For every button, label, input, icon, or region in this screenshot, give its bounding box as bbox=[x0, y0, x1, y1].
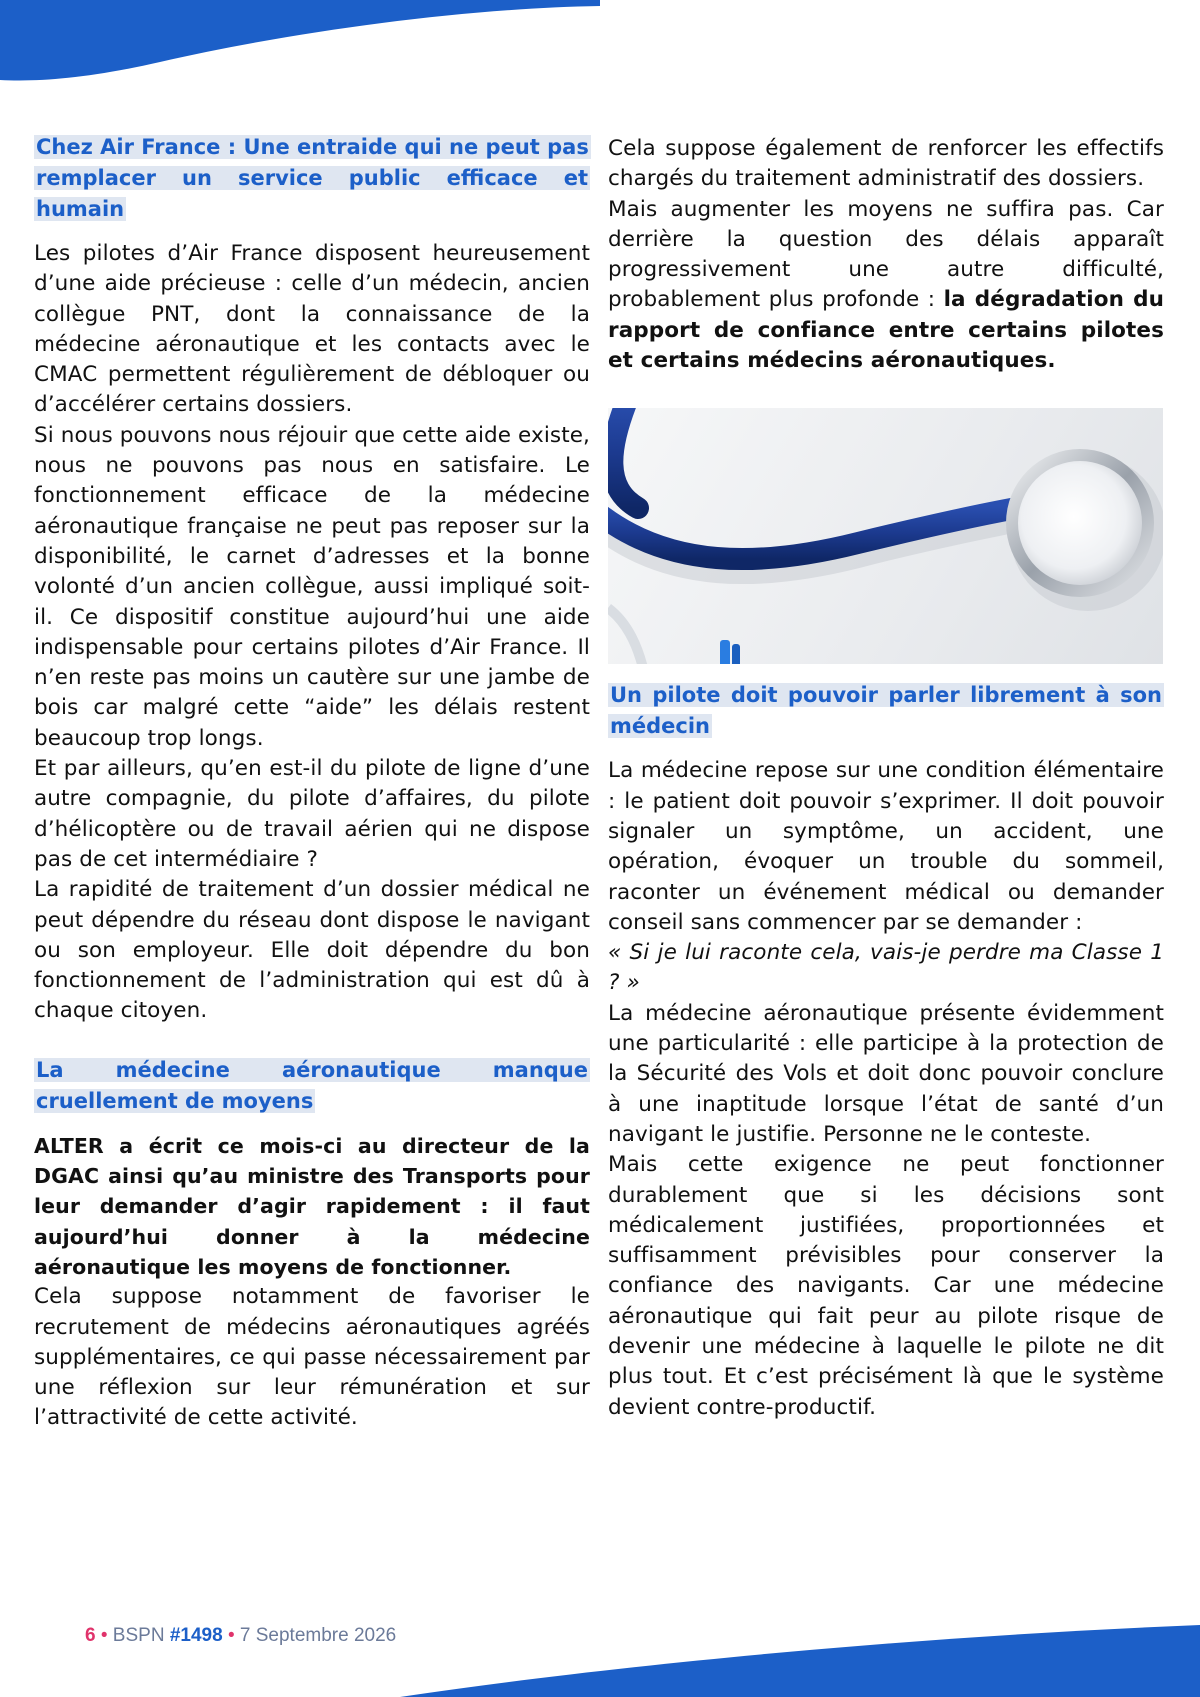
separator: • bbox=[227, 1625, 235, 1646]
paragraph: La médecine repose sur une condition élémentaire : le patient doit pouvoir s’exprimer. Il doit pouvoir signaler un symptôme, un accident, une opération, évoquer un trouble du sommeil, raconter un événement médical ou demander conseil sans commencer par se demander : bbox=[608, 758, 1164, 935]
right-column bbox=[608, 134, 1164, 1423]
emphasis-text: la dégradation du rapport de confiance entre certains pilotes et certains médecins aéronautiques. bbox=[608, 287, 1165, 374]
stethoscope-photo bbox=[608, 408, 1163, 664]
bottom-wave-decoration bbox=[400, 1607, 1200, 1697]
issue-number: #1498 bbox=[169, 1625, 223, 1646]
paragraph: La médecine aéronautique présente évidemment une particularité : elle participe à la protection de la Sécurité des Vols et doit donc pouvoir conclure à une inaptitude lorsque l’état de santé d’un navigant le justifie. Personne ne le conteste. bbox=[608, 1000, 1164, 1147]
paragraph-text: Mais augmenter les moyens ne suffira pas. Car derrière la question des délais apparaît progressivement une autre difficulté, probablement plus profonde : bbox=[608, 196, 1164, 313]
paragraph: Cela suppose également de renforcer les effectifs chargés du traitement administratif des dossiers. bbox=[608, 136, 1164, 192]
bold-paragraph: ALTER a écrit ce mois-ci au directeur de la DGAC ainsi qu’au ministre des Transports pour leur demander d’agir rapidement : il faut aujourd’hui donner à la médecine aéronautique les moyens de fonctionner. bbox=[34, 1133, 590, 1279]
paragraph: Si nous pouvons nous réjouir que cette aide existe, nous ne pouvons pas nous en satisfaire. Le fonctionnement efficace de la médecine aéronautique française ne peut pas reposer sur la disponibilité, le carnet d’adresses et la bonne volonté d’un ancien collègue, aussi impliqué soit-il. Ce dispositif constitue aujourd’hui une aide indispensable pour certains pilotes d’Air France. Il n’en reste pas moins un cautère sur une jambe de bois car malgré cette “aide” les délais restent beaucoup trop longs. bbox=[34, 422, 590, 751]
section-heading-pilote-medecin: Un pilote doit pouvoir parler librement à son médecin bbox=[610, 683, 1162, 739]
paragraph: Cela suppose notamment de favoriser le recrutement de médecins aéronautiques agréés supplémentaires, ce qui passe nécessairement par une réflexion sur leur rémunération et sur l’attractivité de cette activité. bbox=[34, 1284, 590, 1431]
paragraph: Mais cette exigence ne peut fonctionner durablement que si les décisions sont médicalement justifiées, proportionnées et suffisamment prévisibles pour conserver la confiance des navigants. Car une médecine aéronautique qui fait peur au pilote risque de devenir une médecine à laquelle le pilote ne dit plus tout. Et c’est précisément là que le système devient contre-productif. bbox=[608, 1152, 1164, 1420]
paragraph: La rapidité de traitement d’un dossier médical ne peut dépendre du réseau dont dispose le navigant ou son employeur. Elle doit dépendre du bon fonctionnement de l’administration qui est dû à chaque citoyen. bbox=[34, 877, 590, 1024]
publication-name: BSPN bbox=[112, 1625, 165, 1646]
page-number: 6 bbox=[85, 1625, 96, 1646]
stethoscope-icon bbox=[608, 408, 1163, 664]
issue-date: 7 Septembre 2026 bbox=[239, 1625, 397, 1646]
paragraph: Les pilotes d’Air France disposent heureusement d’une aide précieuse : celle d’un médecin, ancien collègue PNT, dont la connaissance de la médecine aéronautique et les contacts avec le CMAC permettent régulièrement de débloquer ou d’accélérer certains dossiers. bbox=[34, 241, 590, 418]
paragraph: Et par ailleurs, qu’en est-il du pilote de ligne d’une autre compagnie, du pilote d’affaires, du pilote d’hélicoptère ou de travail aérien qui ne dispose pas de cet intermédiaire ? bbox=[34, 756, 590, 872]
page-footer bbox=[85, 1625, 396, 1647]
section-heading-moyens: La médecine aéronautique manque cruellement de moyens bbox=[36, 1057, 588, 1113]
separator: • bbox=[100, 1625, 108, 1646]
left-column bbox=[34, 132, 590, 1434]
section-heading-air-france: Chez Air France : Une entraide qui ne peut pas remplacer un service public efficace et humain bbox=[36, 135, 589, 221]
top-wave-decoration bbox=[0, 0, 600, 90]
quote: « Si je lui raconte cela, vais-je perdre ma Classe 1 ? » bbox=[608, 940, 1164, 996]
paragraph bbox=[608, 195, 1164, 377]
